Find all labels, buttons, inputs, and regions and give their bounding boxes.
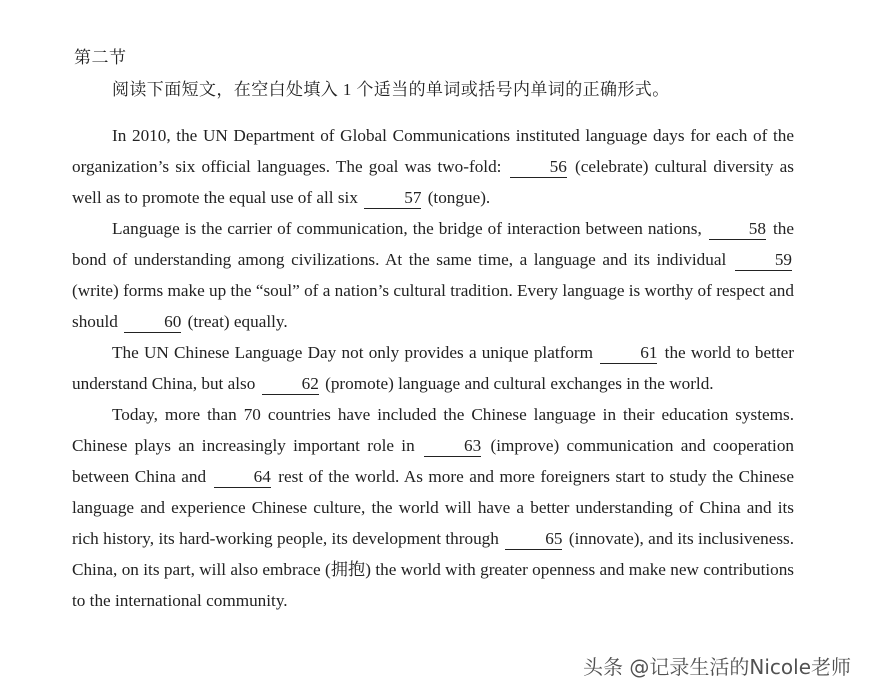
paragraph-text: the world to better understand China, but also (72, 343, 794, 393)
paragraph-text: Language is the carrier of communication, the bridge of interaction between nations, (112, 219, 707, 238)
paragraph-1 (72, 120, 794, 213)
paragraph-2 (72, 213, 794, 337)
blank-58: 58 (709, 219, 766, 240)
blank-57: 57 (364, 188, 421, 209)
paragraph-text: The UN Chinese Language Day not only provides a unique platform (112, 343, 599, 362)
paragraph-text: (promote) language and cultural exchanges in the world. (320, 374, 714, 393)
watermark: 头条 @记录生活的Nicole老师 (583, 655, 851, 679)
paragraph-text: (celebrate) cultural diversity as well as to promote the equal use of all six (72, 157, 794, 207)
paragraph-text: rest of the world. As more and more foreigners start to study the Chinese language and experience Chinese culture, the world will have a better understanding of China and its rich history, its hard-working people, its development through (72, 467, 795, 548)
blank-61: 61 (600, 343, 657, 364)
blank-60: 60 (124, 312, 181, 333)
blank-59: 59 (735, 250, 792, 271)
blank-56: 56 (510, 157, 567, 178)
blank-64: 64 (214, 467, 271, 488)
paragraph-text: (tongue). (423, 188, 491, 207)
article-body (72, 120, 794, 616)
blank-63: 63 (424, 436, 481, 457)
blank-62: 62 (262, 374, 319, 395)
paragraph-4 (72, 399, 794, 616)
blank-65: 65 (505, 529, 562, 550)
paragraph-text: Today, more than 70 countries have included the Chinese language in their education systems. Chinese plays an increasingly important role in (72, 405, 794, 455)
instruction-text: 阅读下面短文，在空白处填入 1 个适当的单词或括号内单词的正确形式。 (112, 80, 670, 99)
paragraph-text: In 2010, the UN Department of Global Communications instituted language days for each of the organization’s six official languages. The goal was two-fold: (72, 126, 794, 176)
paragraph-text: (improve) communication and cooperation between China and (72, 436, 795, 486)
paragraph-text: (write) forms make up the “soul” of a nation’s cultural tradition. Every language is worthy of respect and should (72, 281, 794, 331)
paragraph-text: (treat) equally. (183, 312, 288, 331)
paragraph-3 (72, 337, 794, 399)
paragraph-text: the bond of understanding among civilizations. At the same time, a language and its individual (72, 219, 795, 269)
paragraph-text: (innovate), and its inclusiveness. China, on its part, will also embrace (拥抱) the world with greater openness and make new contributions to the international community. (72, 529, 794, 610)
section-title: 第二节 (74, 48, 127, 67)
